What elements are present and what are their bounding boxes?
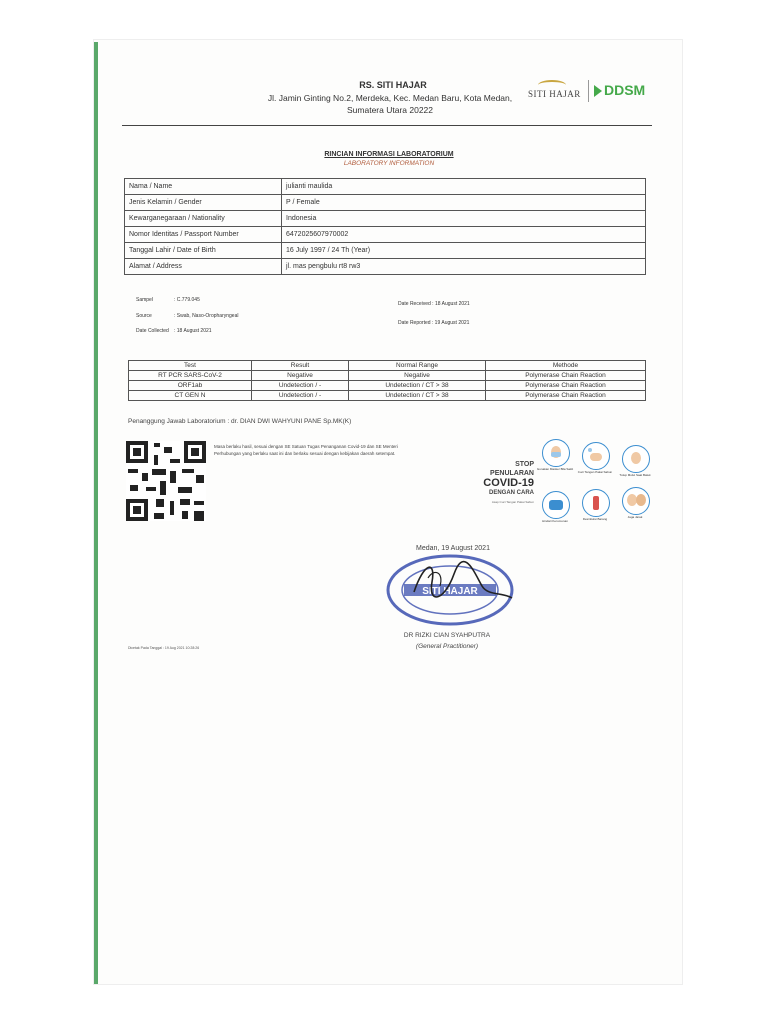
siti-hajar-logo-text: SITI HAJAR — [528, 89, 581, 99]
ddsm-logo-icon — [594, 85, 602, 97]
patient-info-table — [124, 178, 646, 275]
source-value: : Swab, Naso-Oropharyngeal — [174, 313, 239, 319]
source-label: Source — [136, 313, 152, 319]
table-header-row: Test Result Normal Range Methode — [129, 361, 646, 371]
hospital-name: RS. SITI HAJAR — [359, 80, 427, 90]
date-reported: Date Reported : 19 August 2021 — [398, 320, 470, 326]
lab-responsible: Penanggung Jawab Laboratorium : dr. DIAN DWI WAHYUNI PANE Sp.MK(K) — [128, 418, 352, 425]
sampel-label: Sampel — [136, 297, 153, 303]
cough-icon — [622, 445, 650, 473]
section-subtitle: LABORATORY INFORMATION — [343, 160, 435, 167]
hospital-stamp-icon — [384, 552, 516, 628]
validity-note: Masa berlaku hasil, sesuai dengan SE Satuan Tugas Penanganan Covid-19 dan SE Menteri Perhubungan yang berlaku saat ini dan berlaku sesuai dengan kebijakan daerah setempat. — [214, 444, 398, 456]
date-received: Date Received : 18 August 2021 — [398, 301, 470, 307]
sampel-value: : C.779.045 — [174, 297, 200, 303]
collected-label: Date Collected — [136, 328, 169, 334]
hospital-address: Jl. Jamin Ginting No.2, Merdeka, Kec. Medan Baru, Kota Medan, Sumatera Utara 20222 — [267, 93, 513, 115]
table-row: RT PCR SARS-CoV-2 Negative Negative Polymerase Chain Reaction — [129, 371, 646, 381]
section-title: RINCIAN INFORMASI LABORATORIUM — [324, 151, 454, 158]
distance-icon — [622, 487, 650, 515]
covid-prevention-icons: Gunakan Masker Bila Sakit Cuci Tangan Pakai Sabun Tutup Mulut Saat Batuk Hindari Kerumunan Desinfeksi Barang Jaga Jarak — [540, 439, 654, 539]
table-row: Alamat / Address jl. mas pengbulu rt8 rw3 — [125, 259, 646, 275]
ddsm-logo-text: DDSM — [604, 82, 646, 98]
table-row: Tanggal Lahir / Date of Birth 16 July 1997 / 24 Th (Year) — [125, 243, 646, 259]
table-row: Nama / Name julianti maulida — [125, 179, 646, 195]
place-date: Medan, 19 August 2021 — [416, 545, 490, 552]
page-edge — [94, 42, 98, 984]
table-row: CT GEN N Undetection / - Undetection / CT > 38 Polymerase Chain Reaction — [129, 391, 646, 401]
table-row: Kewarganegaraan / Nationality Indonesia — [125, 211, 646, 227]
disinfect-icon — [582, 489, 610, 517]
table-row: Nomor Identitas / Passport Number 6472025607970002 — [125, 227, 646, 243]
lab-result-table — [128, 360, 646, 401]
svg-text:SITI HAJAR: SITI HAJAR — [422, 586, 478, 597]
printed-timestamp: Dicetak Pada Tanggal : 19 Aug 2021 10:28:26 — [128, 646, 200, 650]
handwash-icon — [582, 442, 610, 470]
table-row: Jenis Kelamin / Gender P / Female — [125, 195, 646, 211]
covid-poster-text: STOP PENULARAN COVID-19 DENGAN CARA Asap Cuci Tangan Pakai Sabun — [483, 461, 534, 504]
crowd-icon — [542, 491, 570, 519]
qr-code-icon — [126, 441, 206, 521]
header-rule — [122, 125, 652, 126]
table-row: ORF1ab Undetection / - Undetection / CT > 38 Polymerase Chain Reaction — [129, 381, 646, 391]
doctor-name: DR RIZKI CIAN SYAHPUTRA — [403, 632, 491, 639]
doctor-role: (General Practitioner) — [415, 643, 479, 650]
collected-value: : 18 August 2021 — [174, 328, 212, 334]
mask-icon — [542, 439, 570, 467]
logo-divider — [588, 80, 589, 102]
